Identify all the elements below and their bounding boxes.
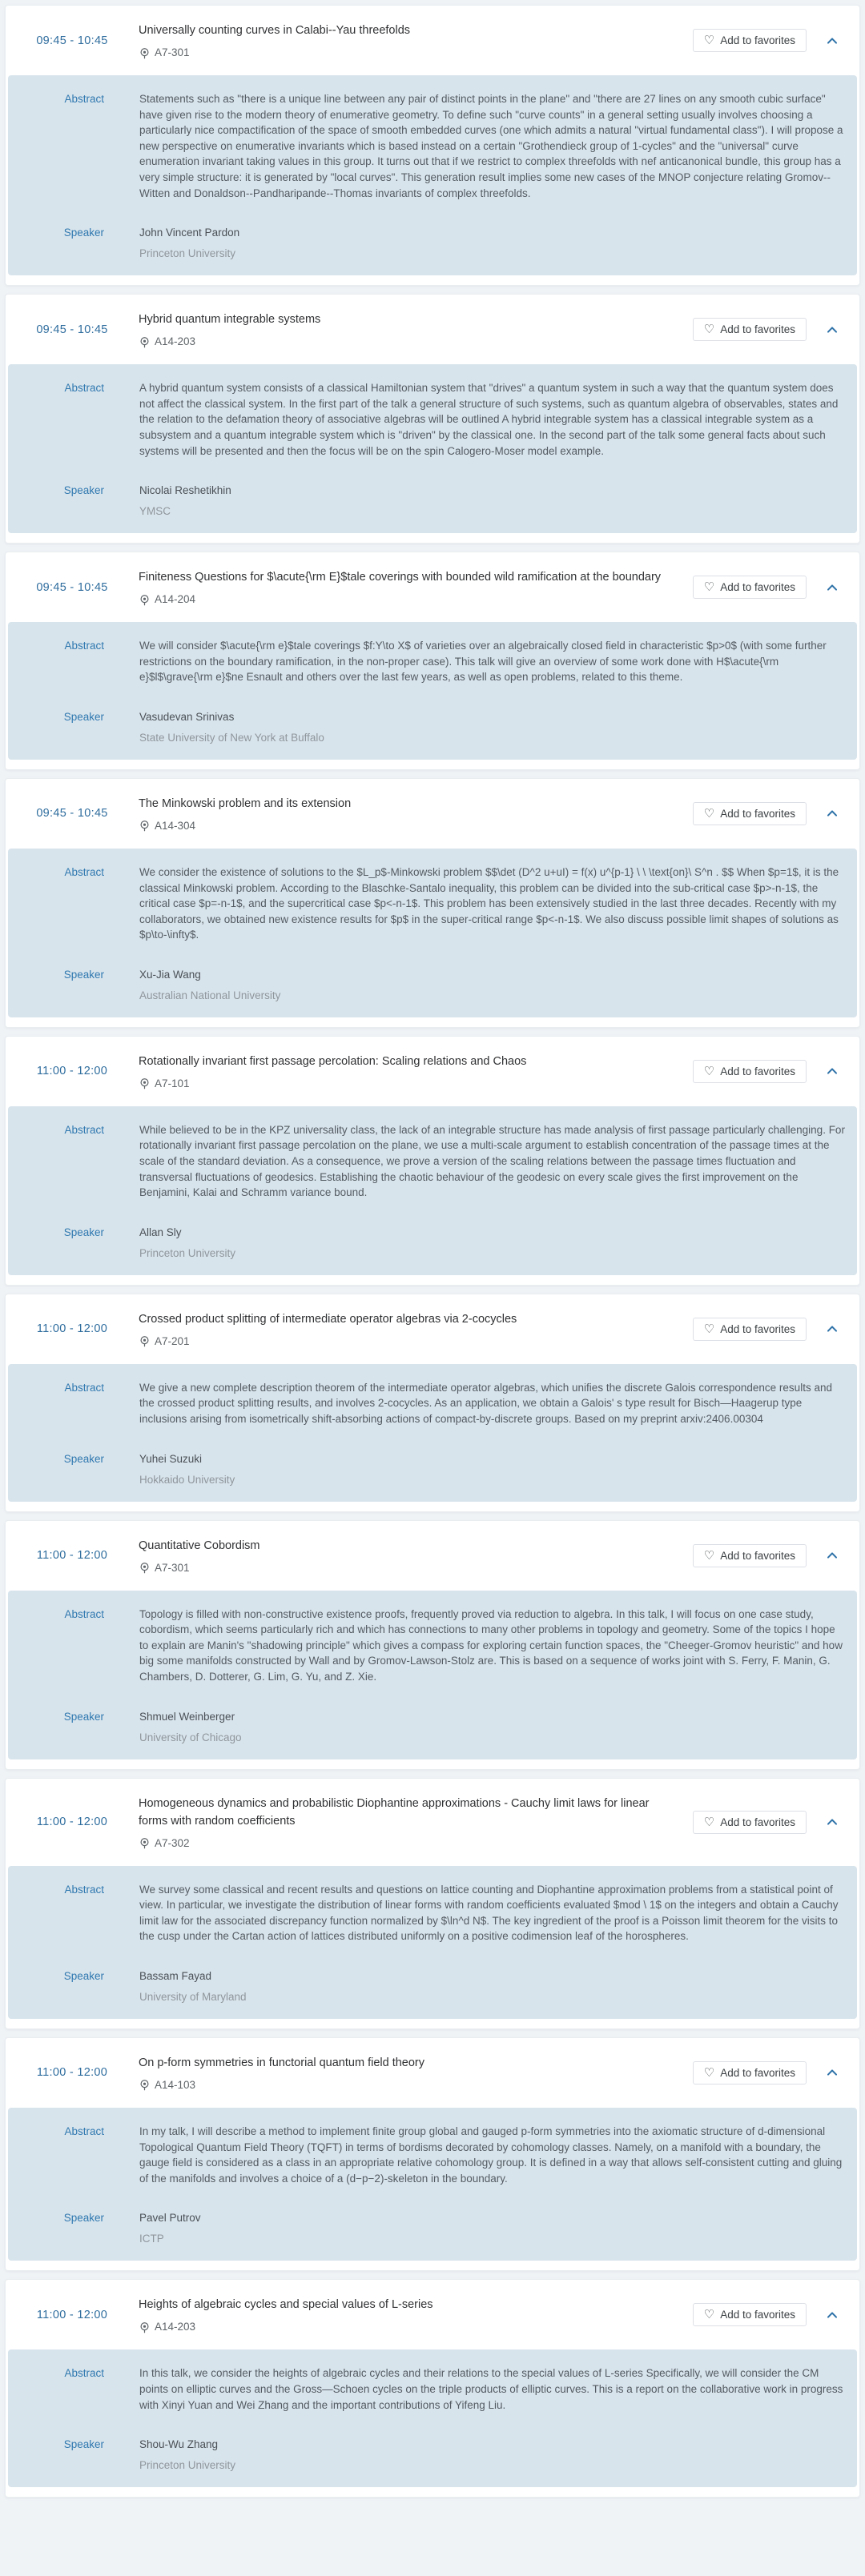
abstract-label: Abstract: [64, 1607, 104, 1620]
speaker-info: [139, 709, 846, 745]
add-to-favorites-button[interactable]: [693, 1060, 807, 1083]
session-time: 09:45 - 10:45: [36, 34, 108, 47]
abstract-label: Abstract: [64, 93, 104, 105]
session-card-header[interactable]: [6, 1294, 859, 1364]
session-details-panel: [8, 622, 857, 760]
location-pin-icon: [139, 2079, 151, 2091]
session-room: A14-203: [155, 2321, 196, 2333]
abstract-text: We consider the existence of solutions to the $L_p$-Minkowski problem $$\det (D^2 u+uI) = f(x) u^{p-1} \ \ \text{on}\ S^n . $$ When $p=1$, it is the classical Minkowski problem. According to the Blaschke-Santalo inequality, this problem can be divided into the sub-critical case $p>-n-1$, the critical case $p=-n-1$, and the supercritical case $p<-n-1$. This problem has been extensively studied in the last three decades. Recently with my collaborators, we obtained new existence results for $p$ in the super-critical range $p<-n-1$. We also discuss possible limit shapes of solutions as $p\to-\infty$.: [139, 865, 839, 941]
session-title-block: [139, 311, 693, 348]
speaker-name: Allan Sly: [139, 1226, 182, 1238]
heart-icon: ♡: [703, 1815, 715, 1829]
heart-icon: ♡: [703, 323, 715, 337]
session-time: 11:00 - 12:00: [36, 2066, 108, 2080]
session-title: Heights of algebraic cycles and special values of L-series: [139, 2298, 433, 2312]
abstract-text: In this talk, we consider the heights of algebraic cycles and their relations to the special values of L-series Specifically, we will consider the CM points on elliptic curves and the Gross—Schoen cycles on the triple products of elliptic curves. This is a report on the collaborative work in progress with Xinyi Yuan and Wei Zhang and the important contributions of Yifeng Liu.: [139, 2367, 843, 2411]
add-to-favorites-label: Add to favorites: [720, 323, 795, 336]
speaker-label: Speaker: [63, 227, 104, 239]
session-controls: [693, 2061, 839, 2084]
speaker-name: Nicolai Reshetikhin: [139, 484, 231, 497]
speaker-label: Speaker: [63, 1710, 104, 1723]
session-time: 11:00 - 12:00: [36, 1549, 108, 1563]
session-title-block: [139, 22, 693, 59]
session-title-block: [139, 1537, 693, 1575]
session-card-header[interactable]: [6, 1037, 859, 1106]
speaker-name: Bassam Fayad: [139, 1969, 212, 1982]
speaker-label: Speaker: [63, 2212, 104, 2225]
session-room: A14-203: [155, 335, 196, 348]
speaker-info: [139, 1451, 846, 1487]
speaker-label: Speaker: [63, 710, 104, 723]
speaker-affiliation: University of Maryland: [139, 1990, 247, 2003]
session-time: 09:45 - 10:45: [36, 580, 108, 594]
heart-icon: ♡: [703, 580, 715, 595]
abstract-label: Abstract: [64, 1381, 104, 1394]
chevron-up-icon[interactable]: [826, 2309, 839, 2321]
session-card: [5, 1294, 860, 1512]
session-title: Finiteness Questions for $\acute{\rm E}$tale coverings with bounded wild ramification at the boundary: [139, 571, 662, 584]
session-details-panel: [8, 2108, 857, 2261]
session-time: 11:00 - 12:00: [36, 1322, 108, 1336]
speaker-name: Pavel Putrov: [139, 2212, 201, 2225]
speaker-row: [8, 225, 846, 261]
abstract-row: [8, 865, 846, 943]
session-title-block: [139, 568, 693, 606]
speaker-name: Vasudevan Srinivas: [139, 710, 235, 723]
chevron-up-icon[interactable]: [826, 2066, 839, 2079]
add-to-favorites-button[interactable]: [693, 318, 807, 341]
session-card-header[interactable]: [6, 2280, 859, 2349]
speaker-label: Speaker: [63, 1969, 104, 1982]
chevron-up-icon[interactable]: [826, 1322, 839, 1335]
location-pin-icon: [139, 336, 151, 348]
abstract-row: [8, 1607, 846, 1685]
session-title: Hybrid quantum integrable systems: [139, 313, 321, 327]
session-card: [5, 778, 860, 1028]
speaker-label: Speaker: [63, 1452, 104, 1465]
session-title: Crossed product splitting of intermediate operator algebras via 2-cocycles: [139, 1312, 517, 1326]
speaker-row: [8, 709, 846, 745]
speaker-name: John Vincent Pardon: [139, 227, 240, 239]
session-card-header[interactable]: [6, 1779, 859, 1866]
add-to-favorites-label: Add to favorites: [720, 1322, 795, 1335]
speaker-affiliation: University of Chicago: [139, 1731, 242, 1743]
session-card: [5, 552, 860, 770]
session-title: On p-form symmetries in functorial quantum field theory: [139, 2056, 424, 2069]
session-details-panel: [8, 364, 857, 533]
chevron-up-icon[interactable]: [826, 323, 839, 336]
heart-icon: ♡: [703, 1064, 715, 1078]
abstract-label: Abstract: [64, 2367, 104, 2380]
speaker-label: Speaker: [63, 968, 104, 981]
abstract-row: [8, 638, 846, 685]
speaker-name: Shmuel Weinberger: [139, 1710, 235, 1723]
session-card: [5, 2279, 860, 2498]
speaker-affiliation: Princeton University: [139, 2459, 236, 2472]
add-to-favorites-button[interactable]: [693, 1811, 807, 1834]
session-card-header[interactable]: [6, 552, 859, 622]
heart-icon: ♡: [703, 1548, 715, 1563]
session-title-block: [139, 2054, 693, 2092]
speaker-info: [139, 967, 846, 1003]
speaker-row: [8, 483, 846, 519]
speaker-name: Shou-Wu Zhang: [139, 2438, 219, 2451]
session-details-panel: [8, 1866, 857, 2019]
session-title-block: [139, 1310, 693, 1348]
speaker-affiliation: ICTP: [139, 2233, 164, 2245]
session-details-panel: [8, 2349, 857, 2487]
session-location: [139, 593, 669, 606]
speaker-name: Yuhei Suzuki: [139, 1452, 203, 1465]
add-to-favorites-button[interactable]: [693, 1544, 807, 1567]
session-card: [5, 1036, 860, 1286]
abstract-text: Topology is filled with non-constructive existence proofs, frequently proved via reduction to algebra. In this talk, I will focus on one case study, cobordism, which seems particularly rich and which has connections to many other problems in topology and geometry. Some of the topics I hope to explain are Manin's "shadowing principle" which gives a compass for exploring certain function spaces, the "Cheeger-Gromov heuristic" and how big some manifolds constructed by Wall and by Gromov-Lawson-Stolz are. This is based on a sequence of works joint with S. Ferry, F. Manin, G. Chambers, D. Dotterer, G. Lim, G. Yu, and Z. Xie.: [139, 1607, 843, 1683]
session-title-block: [139, 1053, 693, 1090]
chevron-up-icon[interactable]: [826, 1065, 839, 1077]
location-pin-icon: [139, 1837, 151, 1849]
speaker-info: [139, 1968, 846, 2004]
abstract-row: [8, 1122, 846, 1201]
speaker-affiliation: Princeton University: [139, 247, 236, 260]
session-card: [5, 1778, 860, 2029]
speaker-affiliation: YMSC: [139, 505, 171, 518]
session-time: 09:45 - 10:45: [36, 323, 108, 336]
speaker-info: [139, 1709, 846, 1745]
session-location: [139, 2321, 669, 2333]
location-pin-icon: [139, 594, 151, 606]
session-details-panel: [8, 1364, 857, 1502]
abstract-row: [8, 2124, 846, 2186]
location-pin-icon: [139, 1335, 151, 1347]
location-pin-icon: [139, 1077, 151, 1089]
add-to-favorites-button[interactable]: [693, 2061, 807, 2084]
add-to-favorites-label: Add to favorites: [720, 1549, 795, 1562]
heart-icon: ♡: [703, 806, 715, 821]
session-title: Homogeneous dynamics and probabilistic Diophantine approximations - Cauchy limit laws for linear forms with random coefficients: [139, 1796, 650, 1828]
speaker-info: [139, 2210, 846, 2246]
abstract-label: Abstract: [64, 382, 104, 395]
session-time: 09:45 - 10:45: [36, 807, 108, 821]
location-pin-icon: [139, 47, 151, 59]
session-controls: [693, 1811, 839, 1834]
session-location: [139, 1837, 669, 1850]
abstract-label: Abstract: [64, 640, 104, 652]
speaker-row: [8, 2437, 846, 2473]
session-room: A7-201: [155, 1334, 190, 1347]
session-location: [139, 1562, 669, 1575]
add-to-favorites-label: Add to favorites: [720, 34, 795, 46]
add-to-favorites-button[interactable]: [693, 576, 807, 599]
abstract-text: We give a new complete description theorem of the intermediate operator algebras, which unifies the discrete Galois correspondence results and the crossed product splitting results, and involves 2-cocycles. As an application, we obtain a Galois' s type result for Bisch—Haagerup type inclusions arising from isometrically shift-absorbing actions of compact-by-discrete groups. Based on my preprint arxiv:2406.00304: [139, 1381, 832, 1426]
session-room: A7-101: [155, 1077, 190, 1089]
session-details-panel: [8, 1591, 857, 1759]
session-details-panel: [8, 849, 857, 1017]
session-location: [139, 2079, 669, 2092]
session-location: [139, 820, 669, 833]
speaker-affiliation: Hokkaido University: [139, 1473, 235, 1486]
add-to-favorites-label: Add to favorites: [720, 1065, 795, 1077]
session-time: 11:00 - 12:00: [36, 1065, 108, 1078]
abstract-row: [8, 1380, 846, 1427]
session-title: The Minkowski problem and its extension: [139, 796, 352, 810]
speaker-affiliation: State University of New York at Buffalo: [139, 731, 324, 744]
speaker-info: [139, 1225, 846, 1261]
speaker-row: [8, 1225, 846, 1261]
session-card-header[interactable]: [6, 6, 859, 75]
session-room: A7-301: [155, 46, 190, 58]
abstract-row: [8, 91, 846, 201]
session-controls: [693, 576, 839, 599]
speaker-name: Xu-Jia Wang: [139, 968, 201, 981]
session-card: [5, 2037, 860, 2271]
heart-icon: ♡: [703, 2065, 715, 2080]
session-room: A7-301: [155, 1561, 190, 1574]
abstract-label: Abstract: [64, 865, 104, 878]
location-pin-icon: [139, 820, 151, 832]
session-time: 11:00 - 12:00: [36, 1816, 108, 1829]
session-card: [5, 294, 860, 544]
session-card-header[interactable]: [6, 779, 859, 849]
session-location: [139, 1335, 669, 1348]
speaker-info: [139, 225, 846, 261]
speaker-row: [8, 1451, 846, 1487]
speaker-row: [8, 2210, 846, 2246]
session-title: Rotationally invariant first passage percolation: Scaling relations and Chaos: [139, 1054, 527, 1068]
add-to-favorites-label: Add to favorites: [720, 2309, 795, 2321]
add-to-favorites-label: Add to favorites: [720, 581, 795, 594]
speaker-label: Speaker: [63, 1226, 104, 1238]
abstract-text: While believed to be in the KPZ universality class, the lack of an integrable structure has made analysis of first passage particularly challenging. For rotationally invariant first passage percolation on the plane, we use a multi-scale argument to establish concentration of the passage times at the scale of the standard deviation. As a consequence, we prove a version of the scaling relations between the passage times fluctuation and transversal fluctuations of geodesics. Establishing the chaotic behaviour of the geodesic on every scale gives the first improvement on the Benjamini, Kalai and Schramm variance bound.: [139, 1123, 845, 1199]
speaker-info: [139, 2437, 846, 2473]
add-to-favorites-button[interactable]: [693, 2303, 807, 2326]
session-controls: [693, 1318, 839, 1341]
session-location: [139, 46, 669, 59]
session-controls: [693, 802, 839, 825]
chevron-up-icon[interactable]: [826, 807, 839, 820]
speaker-row: [8, 1709, 846, 1745]
speaker-affiliation: Princeton University: [139, 1246, 236, 1259]
abstract-text: A hybrid quantum system consists of a classical Hamiltonian system that "drives" a quantum system in such a way that the quantum system does not affect the classical system. In the first part of the talk a general structure of such systems, such as quantum algebra of observables, states and the relation to the defamation theory of associative algebras will be outlined A hybrid integrable system has a classical integrable system as a subsystem and a quantum integrable system which is "driven" by the classical one. In the second part of the talk some general facts about such systems will be presented and then the focus will be on the spin Calogero-Moser model example.: [139, 382, 839, 457]
speaker-row: [8, 967, 846, 1003]
session-room: A14-304: [155, 819, 196, 832]
chevron-up-icon[interactable]: [826, 1549, 839, 1562]
add-to-favorites-button[interactable]: [693, 1318, 807, 1341]
abstract-text: Statements such as "there is a unique line between any pair of distinct points in the plane" and "there are 27 lines on any smooth cubic surface" have given rise to the modern theory of enumerative geometry. To define such "curve counts" in a general setting usually involves choosing a particularly nice compactification of the space of smooth embedded curves (one which admits a natural "virtual fundamental class"). I will propose a new perspective on enumerative invariants which is based instead on a certain "Grothendieck group of 1-cycles" and the "universal" curve enumeration invariant taking values in this group. It turns out that if we restrict to complex threefolds with nef anticanonical bundle, this group has a very simple structure: it is generated by "local curves". This generation result implies some new cases of the MNOP conjecture relating Gromov--Witten and Donaldson--Pandharipande--Thomas invariants of complex threefolds.: [139, 93, 843, 199]
session-card: [5, 5, 860, 286]
abstract-row: [8, 2365, 846, 2413]
speaker-row: [8, 1968, 846, 2004]
session-controls: [693, 29, 839, 52]
session-title-block: [139, 795, 693, 833]
session-title: Quantitative Cobordism: [139, 1539, 260, 1552]
heart-icon: ♡: [703, 1322, 715, 1336]
abstract-label: Abstract: [64, 1883, 104, 1896]
abstract-label: Abstract: [64, 2125, 104, 2137]
abstract-row: [8, 1882, 846, 1944]
session-location: [139, 1077, 669, 1090]
session-room: A14-204: [155, 593, 196, 606]
add-to-favorites-label: Add to favorites: [720, 2066, 795, 2079]
abstract-row: [8, 380, 846, 459]
add-to-favorites-label: Add to favorites: [720, 807, 795, 820]
speaker-info: [139, 483, 846, 519]
session-title-block: [139, 1795, 693, 1850]
add-to-favorites-label: Add to favorites: [720, 1816, 795, 1828]
heart-icon: ♡: [703, 2308, 715, 2322]
session-card-header[interactable]: [6, 2038, 859, 2108]
session-title: Universally counting curves in Calabi--Yau threefolds: [139, 24, 411, 37]
abstract-text: We survey some classical and recent results and questions on lattice counting and Diophantine approximation problems from a statistical point of view. In particular, we investigate the distribution of linear forms with random coefficients evaluated $mod \ 1$ on the integers and obtain a Cauchy limit law for the associated discrepancy function normalized by $\ln^d N$. The key ingredient of the proof is a Poisson limit theorem for the visits to the cusp under the Cartan action of lattices distributed uniformly on a positive codimension leaf of the horospheres.: [139, 1883, 839, 1943]
speaker-label: Speaker: [63, 2438, 104, 2451]
session-controls: [693, 1060, 839, 1083]
session-controls: [693, 2303, 839, 2326]
speaker-label: Speaker: [63, 484, 104, 497]
session-time: 11:00 - 12:00: [36, 2308, 108, 2321]
session-room: A14-103: [155, 2078, 196, 2091]
heart-icon: ♡: [703, 34, 715, 47]
session-details-panel: [8, 75, 857, 275]
session-card-header[interactable]: [6, 1521, 859, 1591]
location-pin-icon: [139, 1562, 151, 1574]
chevron-up-icon[interactable]: [826, 34, 839, 47]
chevron-up-icon[interactable]: [826, 581, 839, 594]
session-location: [139, 335, 669, 348]
add-to-favorites-button[interactable]: [693, 29, 807, 52]
abstract-text: In my talk, I will describe a method to implement finite group global and gauged p-form symmetries into the axiomatic structure of d-dimensional Topological Quantum Field Theory (TQFT) in terms of bordisms decorated by cohomology classes. Namely, on a manifold with a boundary, the gauge field is considered as a class in an appropriate relative cohomology group. It is defined in a way that allows self-consistent cutting and gluing of the manifolds and involves a choice of a (d−p−2)-skeleton in the boundary.: [139, 2125, 843, 2185]
session-title-block: [139, 2296, 693, 2333]
abstract-text: We will consider $\acute{\rm e}$tale coverings $f:Y\to X$ of varieties over an algebraically closed field in characteristic $p>0$ (with some further restrictions on the boundary ramification, in the non-proper case). This talk will give an overview of some work done with H$\acute{\rm e}$l$\grave{\rm e}$ne Esnault and others over the last few years, as well as open problems, related to this theme.: [139, 640, 827, 684]
add-to-favorites-button[interactable]: [693, 802, 807, 825]
speaker-affiliation: Australian National University: [139, 989, 281, 1001]
location-pin-icon: [139, 2321, 151, 2333]
session-room: A7-302: [155, 1836, 190, 1849]
session-card: [5, 1520, 860, 1770]
session-controls: [693, 1544, 839, 1567]
session-details-panel: [8, 1106, 857, 1275]
session-card-header[interactable]: [6, 295, 859, 364]
abstract-label: Abstract: [64, 1123, 104, 1136]
session-controls: [693, 318, 839, 341]
chevron-up-icon[interactable]: [826, 1816, 839, 1828]
